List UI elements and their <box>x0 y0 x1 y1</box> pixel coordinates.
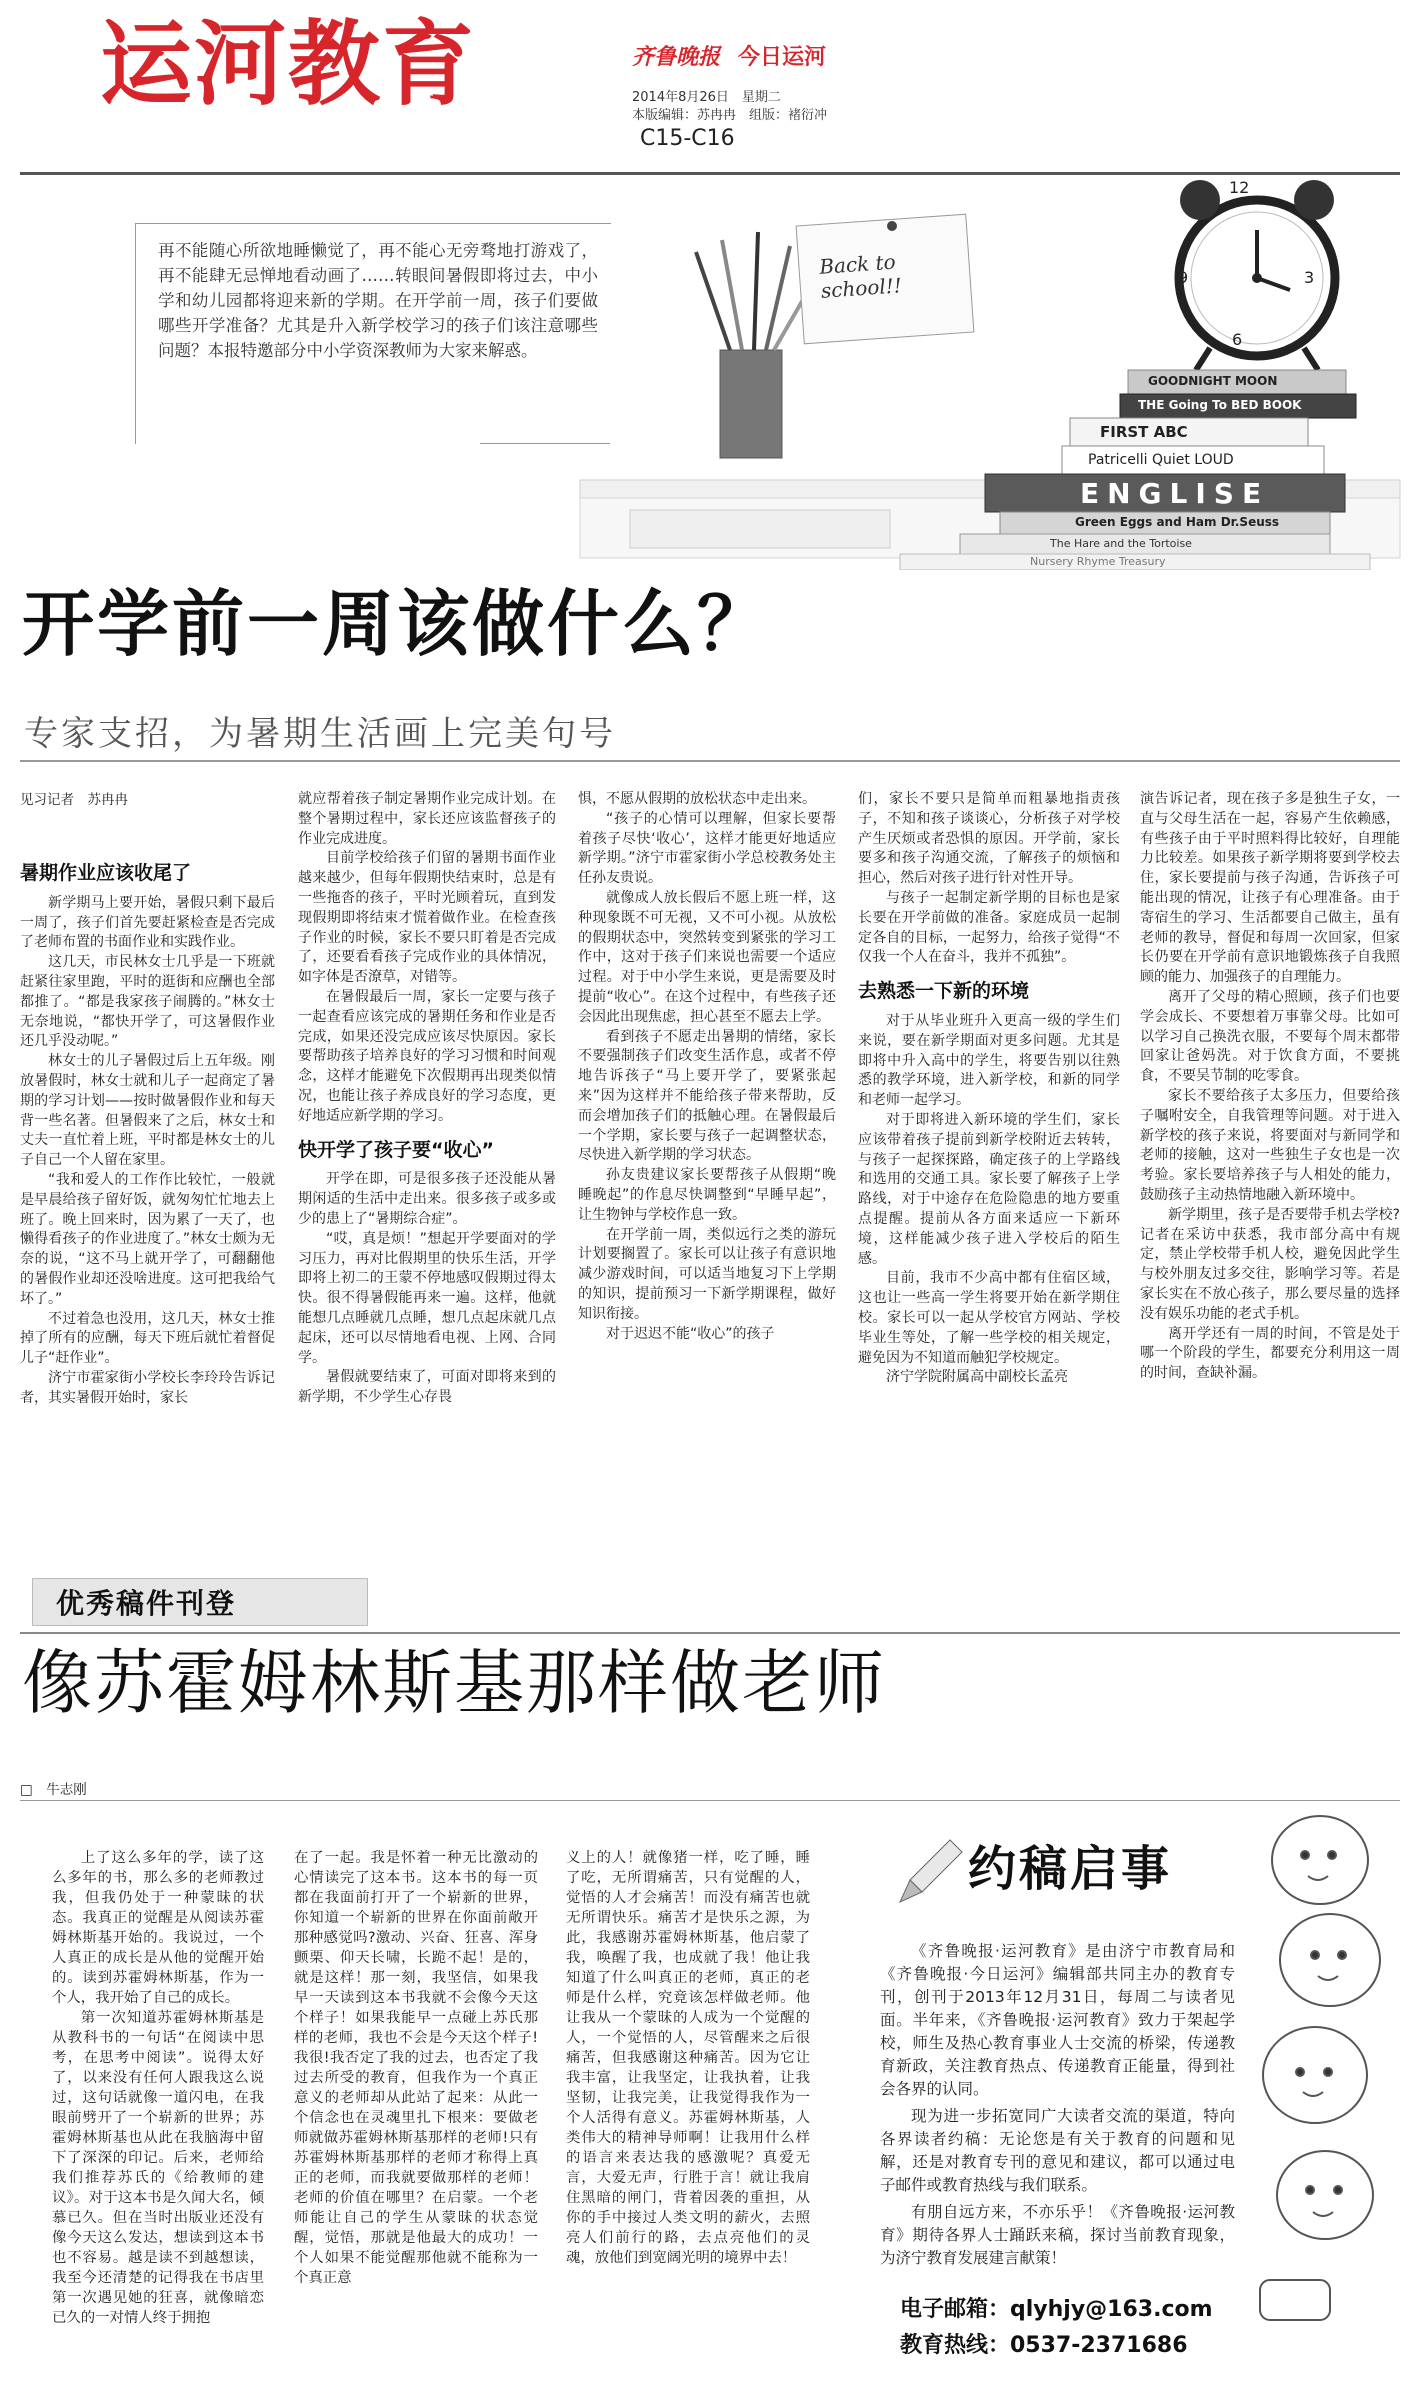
kids-illustration-icon <box>1260 1816 1380 2320</box>
article-headline: 像苏霍姆林斯基那样做老师 <box>22 1642 886 1724</box>
article-paragraph: 在了一起。我是怀着一种无比激动的心情读完了这本书。这本书的每一页都在我面前打开了一个崭新的世界，你知道一个崭新的世界在你面前敞开那种感觉吗?激动、兴奋、狂喜、浑身颤栗、仰天长啸，长跪不起！是的，就是这样！那一刻，我坚信，如果我早一天读到这本书我就不会像今天这个样子！如果我能早一点碰上苏氏那样的老师，我也不会是今天这个样子!我很!我否定了我的过去，也否定了我过去所受的教育，但我作为一个真正意义的老师却从此站了起来：从此一个信念也在灵魂里扎下根来：要做老师就做苏霍姆林斯基那样的老师!只有苏霍姆林斯基那样的老师才称得上真正的老师，而我就要做那样的老师！老师的价值在哪里？在启蒙。一个老师能让自己的学生从蒙昧的状态觉醒，觉悟，那就是他最大的成功！一个人如果不能觉醒那他就不能称为一个真正意 <box>294 1850 538 2286</box>
article-column <box>1140 790 1400 1384</box>
book-spine: ENGLISE <box>1080 477 1270 510</box>
article-headline: 开学前一周该做什么？ <box>22 582 773 666</box>
article-paragraph: 暑假就要结束了，可面对即将来到的新学期，不少学生心存畏 <box>298 1369 556 1406</box>
section-rule <box>20 1632 1400 1634</box>
masthead-rule <box>20 172 1400 175</box>
book-spine: Patricelli Quiet LOUD <box>1088 452 1234 468</box>
article-column <box>298 790 556 1408</box>
book-spine: The Hare and the Tortoise <box>1050 537 1192 550</box>
section-title: 运河教育 <box>100 10 477 118</box>
clock-label-3: 3 <box>1304 268 1315 287</box>
article-paragraph: 对于即将进入新环境的学生们，家长应该带着孩子提前到新学校附近去转转，与孩子一起探探路，确定孩子的上学路线和选用的交通工具。家长要了解孩子上学路线，对于中途存在危险隐患的地方要重点提醒。提前从各方面来适应一下新环境，这样能减少孩子进入学校后的陌生感。 <box>858 1111 1120 1267</box>
article-paragraph: 义上的人！就像猪一样，吃了睡，睡了吃，无所谓痛苦，只有觉醒的人，觉悟的人才会痛苦！而没有痛苦也就无所谓快乐。痛苦才是快乐之源，为此，我感谢苏霍姆林斯基，他启蒙了我，唤醒了我，也成就了我！他让我知道了什么叫真正的老师，真正的老师是什么样，究竟该怎样做老师。他让我从一个蒙昧的人成为一个觉醒的人，一个觉悟的人，尽管醒来之后很痛苦，但我感谢这种痛苦。因为它让我丰富，让我坚定，让我执着，让我坚韧，让我完美，让我觉得我作为一个人活得有意义。苏霍姆林斯基，人类伟大的精神导师啊！让我用什么样的语言来表达我的感激呢？真爱无言，大爱无声，行胜于言！就让我肩住黑暗的闸门，背着因袭的重担，从你的手中接过人类文明的薪火，去照亮人们前行的路，去点亮他们的灵魂，放他们到宽阔光明的境界中去！ <box>566 1850 810 2266</box>
intro-frame-tail <box>480 443 610 444</box>
clock-label-6: 6 <box>1232 330 1243 349</box>
notice-paragraph: 《齐鲁晚报·运河教育》是由济宁市教育局和《齐鲁晚报·今日运河》编辑部共同主办的教育专刊，创刊于2013年12月31日，每周二与读者见面。半年来，《齐鲁晚报·运河教育》致力于架起学校，师生及热心教育事业人士交流的桥梁，传递教育新政，关注教育热点、传递教育正能量，得到社会各界的认同。 <box>880 1942 1235 2098</box>
notice-title: 约稿启事 <box>968 1841 1173 1897</box>
article-paragraph: 就像成人放长假后不愿上班一样，这种现象既不可无视，又不可小视。从放松的假期状态中，突然转变到紧张的学习工作中，这对于孩子们来说也需要一个适应过程。对于中小学生来说，更是需要及时提前“收心”。在这个过程中，有些孩子还会因此出现焦虑，担心甚至不愿去上学。 <box>578 889 836 1025</box>
article-paragraph: 这几天，市民林女士几乎是一下班就赶紧往家里跑，平时的逛街和应酬也全部都推了。“都是我家孩子闹腾的。”林女士无奈地说，“都快开学了，可这暑假作业还几乎没动呢。” <box>20 954 275 1050</box>
clock-label-12: 12 <box>1229 178 1250 197</box>
article-paragraph: 惧，不愿从假期的放松状态中走出来。 <box>578 791 816 807</box>
clock-label-9: 9 <box>1178 268 1189 287</box>
notice-paragraph: 有朋自远方来，不亦乐乎！《齐鲁晚报·运河教育》期待各界人士踊跃来稿，探讨当前教育现象，为济宁教育发展建言献策！ <box>880 2203 1235 2267</box>
article-paragraph: 在暑假最后一周，家长一定要与孩子一起查看应该完成的暑期任务和作业是否完成，如果还没完成应该尽快原因。家长要帮助孩子培养良好的学习习惯和时间观念，这样才能避免下次假期再出现类似情况，也能让孩子养成良好的学习态度，更好地适应新学期的学习。 <box>298 988 556 1124</box>
article-paragraph: 济宁市霍家街小学校长李玲玲告诉记者，其实暑假开始时，家长 <box>20 1369 275 1406</box>
article-paragraph: 离开了父母的精心照顾，孩子们也要学会成长、不要想着万事靠父母。比如可以学习自己换洗衣服，不要每个周末都带回家让爸妈洗。对于饮食方面，不要挑食，不要吴节制的吃零食。 <box>1140 988 1400 1085</box>
back-to-school-note: Back to school!! <box>818 249 903 303</box>
book-spine: Nursery Rhyme Treasury <box>1030 555 1166 568</box>
page-range: C15-C16 <box>640 126 735 151</box>
article-paragraph: 目前，我市不少高中都有住宿区域，这也让一些高一学生将要开始在新学期住校。家长可以一起从学校官方网站、学校毕业生等处，了解一些学校的相关规定，避免因为不知道而触犯学校规定。 <box>858 1270 1120 1366</box>
article-column <box>20 850 275 1409</box>
article-paragraph: 就应帮着孩子制定暑期作业完成计划。在整个暑期过程中，家长还应该监督孩子的作业完成进度。 <box>298 791 556 847</box>
article-paragraph: 新学期里，孩子是否要带手机去学校?记者在采访中获悉，我市部分高中有规定，禁止学校带手机人校，避免因此学生与校外朋友过多交往，影响学习等。若是家长实在不放心孩子，那么要尽量的选择没有娱乐功能的老式手机。 <box>1140 1206 1400 1322</box>
newspaper-name: 齐鲁晚报 <box>632 44 721 70</box>
article-column <box>578 790 836 1344</box>
article-paragraph: “孩子的心情可以理解，但家长要帮着孩子尽快‘收心’，这样才能更好地适应新学期。”济宁市霍家街小学总校教务处主任孙友贵说。 <box>578 810 836 887</box>
article-paragraph: 家长不要给孩子太多压力，但要给孩子嘱咐安全，自我管理等问题。对于进入新学校的孩子来说，将要面对与新同学和老师的接触，这对一些独生子女也是一次考验。家长要培养孩子与人相处的能力，鼓励孩子主动热情地融入新环境中。 <box>1140 1087 1400 1203</box>
newspaper-edition: 今日运河 <box>738 45 827 70</box>
notice-body <box>880 1940 1235 2274</box>
article-byline: □ 牛志刚 <box>20 1782 87 1798</box>
banner-label: 优秀稿件刊登 <box>56 1587 237 1620</box>
article-subhead: 暑期作业应该收尾了 <box>20 862 192 884</box>
editor-line: 本版编辑：苏冉冉 组版：褚衍冲 <box>632 108 828 123</box>
article-paragraph: 目前学校给孩子们留的暑期书面作业越来越少，但每年假期快结束时，总是有一些拖沓的孩子，平时光顾着玩，直到发现假期即将结束才慌着做作业。在检查孩子作业的时候，家长不要只盯着是否完成了，还要看看孩子完成作业的具体情况，如字体是否潦草，对错等。 <box>298 850 556 986</box>
article-paragraph: 对于迟迟不能“收心”的孩子 <box>606 1325 775 1342</box>
article-byline: 见习记者 苏冉冉 <box>20 792 128 808</box>
article-paragraph: “我和爱人的工作作比较忙，一般就是早晨给孩子留好饭，就匆匆忙忙地去上班了。晚上回来时，因为累了一天了，也懒得看孩子的作业进度了。”林女士颇为无奈的说，“这不马上就开学了，可翻翻他的暑假作业却还没啥进度。这可把我给气坏了。” <box>20 1171 275 1307</box>
article-paragraph: 林女士的儿子暑假过后上五年级。刚放暑假时，林女士就和儿子一起商定了暑期的学习计划——按时做暑假作业和每天背一些名著。但暑假来了之后，林女士和丈夫一直忙着上班，平时都是林女士的儿子自己一个人留在家里。 <box>20 1053 275 1169</box>
article-paragraph: 离开学还有一周的时间，不管是处于哪一个阶段的学生，都要充分利用这一周的时间，查缺补漏。 <box>1140 1325 1400 1382</box>
article-subhead: 去熟悉一下新的环境 <box>858 980 1030 1003</box>
article-paragraph: 不过着急也没用，这几天，林女士推掉了所有的应酬，每天下班后就忙着督促儿子“赶作业”。 <box>20 1310 275 1367</box>
article-paragraph: 与孩子一起制定新学期的目标也是家长要在开学前做的准备。家庭成员一起制定各自的目标，一起努力，给孩子觉得“不仅我一个人在奋斗，我并不孤独”。 <box>858 889 1120 966</box>
article-subheadline: 专家支招，为暑期生活画上完美句号 <box>24 714 616 754</box>
date-line: 2014年8月26日 星期二 <box>632 90 781 105</box>
article-column <box>52 1848 264 2328</box>
article-paragraph: 开学在即，可是很多孩子还没能从暑期闲适的生活中走出来。很多孩子或多或少的患上了“暑期综合症”。 <box>298 1171 556 1227</box>
notice-paragraph: 现为进一步拓宽同广大读者交流的渠道，特向各界读者约稿：无论您是有关于教育的问题和见解，还是对教育专刊的意见和建议，都可以通过电子邮件或教育热线与我们联系。 <box>880 2107 1235 2194</box>
hero-intro: 再不能随心所欲地睡懒觉了，再不能心无旁骛地打游戏了，再不能肆无忌惮地看动画了……转眼间暑假即将过去，中小学和幼儿园都将迎来新的学期。在开学前一周，孩子们要做哪些开学准备？尤其是升入新学校学习的孩子们该注意哪些问题？本报特邀部分中小学资深教师为大家来解惑。 <box>158 241 598 360</box>
contact-email[interactable]: 电子邮箱：qlyhjy@163.com <box>900 2297 1213 2322</box>
contact-hotline: 教育热线：0537-2371686 <box>900 2333 1188 2358</box>
article-paragraph: 对于从毕业班升入更高一级的学生们来说，要在新学期面对更多问题。尤其是即将中升入高中的学生，将要告别以往熟悉的教学环境，进入新学校，和新的同学和老师一起学习。 <box>858 1012 1120 1109</box>
article-paragraph: 上了这么多年的学，读了这么多年的书，那么多的老师教过我，但我仍处于一种蒙昧的状态。我真正的觉醒是从阅读苏霍姆林斯基开始的。我说过，一个人真正的成长是从他的觉醒开始的。读到苏霍姆林斯基，作为一个人，我开始了自己的成长。 <box>52 1850 264 2006</box>
section-rule <box>20 760 1400 762</box>
article-column <box>294 1848 538 2288</box>
book-spine: GOODNIGHT MOON <box>1148 374 1278 388</box>
article-paragraph: 济宁学院附属高中副校长孟亮 <box>886 1369 1068 1386</box>
book-spine: THE Going To BED BOOK <box>1138 398 1302 412</box>
article-column <box>858 790 1120 1388</box>
article-subhead: 快开学了孩子要“收心” <box>298 1138 494 1161</box>
book-spine: FIRST ABC <box>1100 423 1188 441</box>
section-rule <box>20 1800 1400 1801</box>
article-paragraph: 新学期马上要开始，暑假只剩下最后一周了，孩子们首先要赶紧检查是否完成了老师布置的书面作业和实践作业。 <box>20 894 275 951</box>
article-paragraph: 孙友贵建议家长要帮孩子从假期“晚睡晚起”的作息尽快调整到“早睡早起”，让生物钟与学校作息一致。 <box>578 1167 836 1223</box>
article-paragraph: 演告诉记者，现在孩子多是独生子女，一直与父母生活在一起，容易产生依赖感，有些孩子由于平时照料得比较好，自理能力比较差。如果孩子新学期将要到学校去住，家长要提前与孩子沟通，告诉孩子可能出现的情况，让孩子有心理准备。由于寄宿生的学习、生活都要自己做主，虽有老师的教导，督促和每周一次回家，但家长仍要在开学前有意识地锻炼孩子自我照顾的能力、加强孩子的自理能力。 <box>1140 791 1400 986</box>
article-column <box>566 1848 810 2268</box>
article-paragraph: 第一次知道苏霍姆林斯基是从教科书的一句话“在阅读中思考，在思考中阅读”。说得太好了，以来没有任何人跟我这么说过，这句话就像一道闪电，在我眼前劈开了一个崭新的世界；苏霍姆林斯基也从此在我脑海中留下了深深的印记。后来，老师给我们推荐苏氏的《给教师的建议》。对于这本书是久闻大名，倾慕已久。但在当时出版业还没有像今天这么发达，想读到这本书也不容易。越是读不到越想读，我至今还清楚的记得我在书店里第一次遇见她的狂喜，就像暗恋已久的一对情人终于拥抱 <box>52 2010 264 2326</box>
article-paragraph: “哎，真是烦！”想起开学要面对的学习压力，再对比假期里的快乐生活，开学即将上初二的王蒙不停地感叹假期过得太快。很不得暑假能再来一遍。这样，他就能想几点睡就几点睡，想几点起床就几点起床，还可以尽情地看电视、上网、合同学。 <box>298 1230 556 1366</box>
book-spine: Green Eggs and Ham Dr.Seuss <box>1075 515 1280 529</box>
article-paragraph: 看到孩子不愿走出暑期的情绪，家长不要强制孩子们改变生活作息，或者不停地告诉孩子“马上要开学了，要紧张起来”因为这样并不能给孩子带来帮助，反而会增加孩子们的抵触心理。在暑假最后一个学期，家长要与孩子一起调整状态，尽快进入新学期的学习状态。 <box>578 1028 836 1164</box>
article-paragraph: 在开学前一周，类似远行之类的游玩计划要搁置了。家长可以让孩子有意识地减少游戏时间，可以适当地复习下上学期的知识，提前预习一下新学期课程，做好知识衔接。 <box>578 1226 836 1322</box>
article-paragraph: 们，家长不要只是简单而粗暴地指责孩子，不知和孩子谈谈心，分析孩子对学校产生厌烦或者恐惧的原因。开学前，家长要多和孩子沟通交流，了解孩子的烦恼和担心，然后对孩子进行针对性开导。 <box>858 791 1120 887</box>
